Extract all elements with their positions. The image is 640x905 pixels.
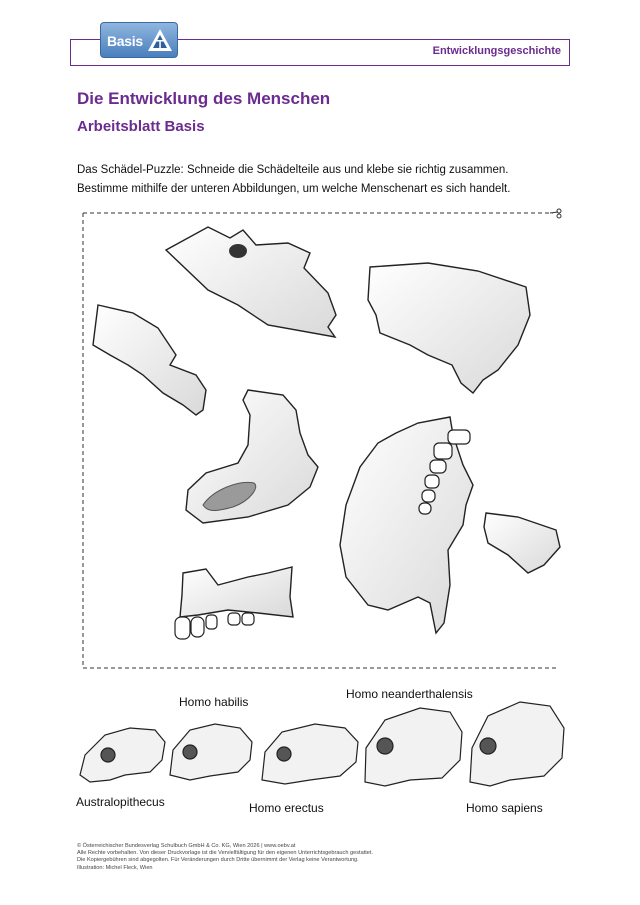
scissors-icon [550,209,561,218]
footer-line: Illustration: Michel Fleck, Wien [77,864,153,871]
instruction-text: Das Schädel-Puzzle: Schneide die Schädelteile aus und klebe sie richtig zusammen. [77,164,509,176]
page-title: Die Entwicklung des Menschen [77,89,331,108]
skull-homo-sapiens [470,702,564,786]
face-piece [93,305,206,415]
copyright-footer [77,843,373,872]
skull-homo-habilis [170,724,252,780]
nose-piece [484,513,560,573]
upper-jaw-piece [180,567,293,617]
skull-homo-erectus [262,724,358,784]
footer-line: © Österreichischer Bundesverlag Schulbuch GmbH & Co. KG, Wien 2026 | www.oebv.at [77,843,296,849]
skull-australopithecus [80,728,165,782]
skull-top-piece [166,227,336,337]
species-skulls [70,680,570,790]
skull-homo-neanderthalensis [365,708,462,786]
page-subtitle: Arbeitsblatt Basis [77,118,205,135]
triangle-logo-icon [147,27,173,53]
basis-logo [100,22,178,58]
footer-line: Die Kopiergebühren sind abgegolten. Für Veränderungen durch Dritte übernimmt der Verlag keine Verantwortung. [77,857,359,864]
species-label: Homo erectus [249,801,324,815]
species-label: Homo neanderthalensis [346,687,473,701]
skull-back-piece [368,263,530,393]
lower-jaw-piece [340,417,473,633]
instruction-text: Bestimme mithilfe der unteren Abbildungen, um welche Menschenart es sich handelt. [77,183,511,195]
footer-line: Alle Rechte vorbehalten. Von dieser Druckvorlage ist die Vervielfältigung für den eigenen Unterrichtsgebrauch gestattet. [77,850,374,857]
skull-puzzle [78,205,568,675]
header-topic: Entwicklungsgeschichte [432,45,561,57]
species-label: Homo habilis [179,695,249,709]
species-label: Homo sapiens [466,801,543,815]
skull-hole [229,244,247,258]
logo-label: Basis [107,33,143,49]
species-label: Australopithecus [76,795,165,809]
